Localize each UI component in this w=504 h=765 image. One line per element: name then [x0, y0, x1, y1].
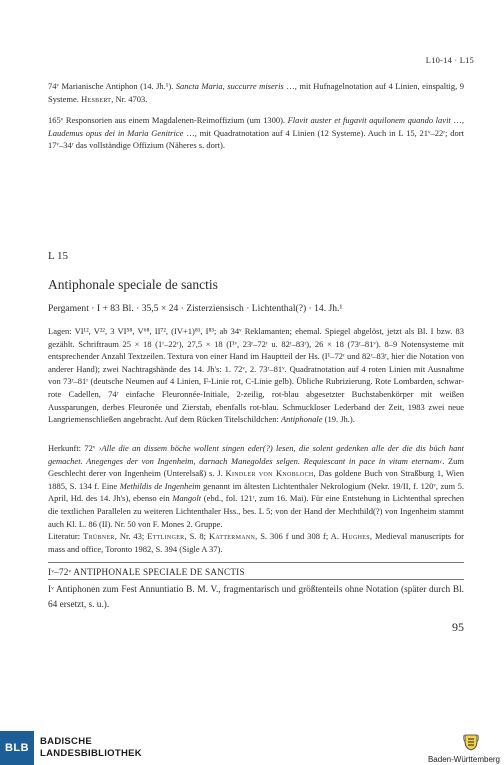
manuscript-title: Antiphonale speciale de sanctis	[48, 277, 218, 292]
lagen-paragraph	[48, 325, 464, 426]
literatur-text-1: , Nr. 43;	[114, 531, 148, 541]
coat-of-arms-icon	[461, 732, 481, 752]
state-label: Baden-Württemberg	[427, 755, 500, 764]
herkunft-text-4: (ebd., fol. 121ʳ, zum 16. Mai). Für eine Entstehung in Lichtenthal sprechen die textlichen Parallelen zu weiteren Lichtenthaler Hss., bes. L 5; von der Hand der Mechthild(?) von Ingenheim stammt auch Kl. L. 86 (II). Nr. 50 von F. Mones 2. Gruppe.	[48, 493, 464, 529]
herkunft-paragraph	[48, 442, 464, 530]
entry-165v-sep: …,	[450, 115, 464, 125]
manuscript-signature: L 15	[48, 250, 69, 262]
literatur-paragraph	[48, 530, 464, 555]
entry-74v-text-2: …, mit Hufnagelnotation auf 4 Linien, einspaltig, 9 Systeme.	[48, 81, 464, 104]
lagen-end: (19. Jh.).	[322, 414, 355, 425]
entry-165v-text-2: …, mit Quadratnotation auf 4 Linien (12 Systeme). Auch in L 15, 21ᵛ–22ʳ; dort 17ᵛ–34ʳ das vollständige Offizium (Näheres s. dort).	[48, 127, 465, 151]
entry-165v-incipit-2: Laudemus opus dei in Maria Genitrice	[48, 127, 184, 138]
section-text: Iᵛ Antiphonen zum Fest Annuntiatio B. M. V., fragmentarisch und größtenteils ohne Notation (später durch Bl. 64 ersetzt, s. u.).	[48, 585, 464, 610]
entry-165v-text: 165ᵛ Responsorien aus einem Magdalenen-Reimoffizium (um 1300).	[48, 115, 288, 125]
blb-logo[interactable]: BLB	[0, 731, 34, 765]
herkunft-text-3: genannt im ältesten Lichtenthaler Nekrologium (Nekr. 19/II, f. 120ᵛ, zum 5. April, Hd. des 14. Jh's), ebenso ein	[48, 480, 464, 504]
section-rule-bottom	[48, 579, 464, 580]
literatur-text-3: , S. 306 f und 308 f; A.	[255, 531, 342, 541]
entry-74v-ref: , Nr. 4703.	[111, 93, 148, 104]
herkunft-author: Kindler von Knobloch	[225, 468, 314, 479]
herkunft-text: . Zum Geschlecht derer von Ingenheim (Unterelsaß) s. J.	[48, 455, 464, 479]
herkunft-name-1: Methildis de Ingenheim	[119, 480, 201, 491]
literatur-text-2: , S. 8;	[184, 531, 209, 541]
manuscript-subtitle: Pergament · I + 83 Bl. · 35,5 × 24 · Zisterziensisch · Lichtenthal(?) · 14. Jh.¹	[48, 303, 343, 314]
herkunft-text-2: , Das goldene Buch von Straßburg 1, Wien 1885, S. 134 f. Eine	[48, 468, 464, 491]
literatur-text-4: , Medieval manuscripts for mass and office, Toronto 1982, S. 394 (Sigle A 37).	[48, 531, 464, 554]
entry-74v-incipit: Sancta Maria, succurre miseris	[175, 81, 284, 91]
entry-165v-incipit-1: Flavit auster et fugavit aquilonem quando lavit	[287, 115, 451, 125]
page-number: 95	[452, 620, 464, 634]
literatur-author-1: Trübner	[83, 531, 115, 541]
library-name[interactable]	[40, 736, 142, 760]
lagen-text: Lagen: VI¹², V²², 3 VI⁵⁸, V⁶⁸, II⁷², (IV+1)⁸¹, I⁸³; ab 34ᵛ Reklamanten; ehemal. Spiegel abgelöst, jetzt als Bl. I bzw. 83 gezählt. Schriftraum 25 × 18 (1ʳ–22ʳ), 27,5 × 18 (I¹ᵛ, 23ʳ–72ʳ u. 82ʳ–83ʳ), 26 × 18 (73ʳ–81ᵛ). 8–9 Notensysteme mit entsprechender Anzahl Textzeilen. Textura von einer Hand im Hauptteil der Hs. (I¹–72ʳ und 82ʳ–83ʳ, hier die Notation von anderer Hand); zwei Nachtragshände des 14. Jh's: 1. 72ᵛ, 2. 73ʳ–81ᵛ. Quadratnotation auf 4 roten Linien mit Ausnahme von 73ʳ–81ʳ (deutsche Neumen auf 4 Linien, F-Linie rot, C-Linie gelb). Übliche Rubrizierung. Rote Lombarden, schwar-rote Cadellen, 74ʳ einfache Fleuronnée-Initiale, 2-zeilig, rot-blau abgesetzter Buchstabenkörper mit weißen Aussparungen, derbes Fleuronée und Zierstab, ebenfalls rot-blau. Schmuckloser Lederband der Zeit, 1983 zwei neue Langriemenschließen angebracht. Auf dem Rücken Titelschildchen:	[48, 326, 464, 425]
section-rule-top	[48, 562, 464, 563]
entry-74v	[48, 80, 464, 105]
herkunft-quote: ›Alle die an dissem böche wollent singen eder(?) lesen, die solent gedenken alle der die dis büch hant gemachet. Anegenges der von Ingenheim, darnach Manegoldes selgen. Requiescant in pace in vitam eternam‹	[48, 443, 464, 466]
literatur-label: Literatur:	[48, 531, 84, 541]
entry-74v-ref-author: Hesbert	[81, 93, 112, 104]
herkunft-name-2: Mangolt	[172, 493, 202, 504]
section-heading: Iᵛ–72ᵛ ANTIPHONALE SPECIALE DE SANCTIS	[48, 567, 245, 577]
herkunft-label: Herkunft: 72ᵛ	[48, 443, 99, 453]
literatur-author-4: Hughes	[341, 531, 370, 541]
running-head: L10-14 · L15	[425, 55, 474, 65]
library-name-line-2: LANDESBIBLIOTHEK	[40, 748, 142, 759]
entry-74v-text: 74ᵛ Marianische Antiphon (14. Jh.¹).	[48, 81, 176, 91]
entry-165v	[48, 114, 464, 152]
literatur-author-2: Ettlinger	[147, 531, 185, 541]
lagen-title-label: Antiphonale	[280, 414, 323, 425]
footer-bar	[0, 731, 504, 765]
library-name-line-1: BADISCHE	[40, 736, 93, 747]
literatur-author-3: Kattermann	[208, 531, 256, 541]
